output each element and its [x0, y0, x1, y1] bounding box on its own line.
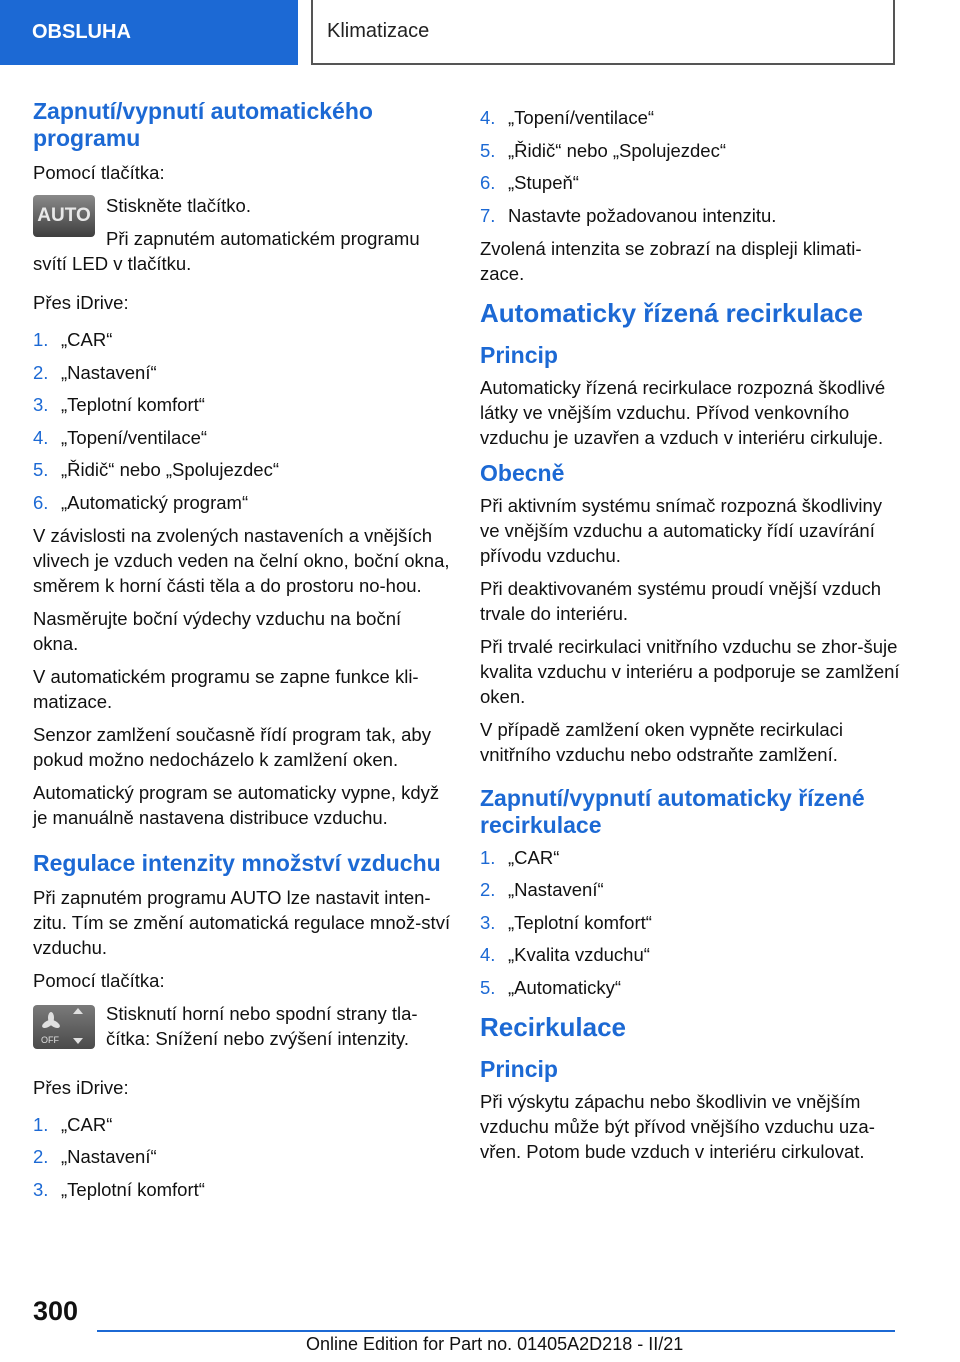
paragraph-side-vents: Nasměrujte boční výdechy vzduchu na boční okna.	[33, 607, 402, 654]
fan-button-text: Stisknutí horní nebo spodní strany tla-čítka: Snížení nebo zvýšení intenzity.	[106, 1002, 418, 1049]
paragraph-auto-off: Automatický program se automaticky vypne, když je manuálně nastavena distribuce vzduchu.	[33, 781, 440, 828]
fan-button-icon	[33, 1005, 95, 1049]
edition-text: Online Edition for Part no. 01405A2D218 - II/21	[306, 1334, 684, 1354]
heading-auto-program: Zapnutí/vypnutí automatického programu	[33, 98, 373, 151]
left-column	[33, 98, 451, 1210]
right-column	[480, 105, 900, 1172]
idrive-label-1: Přes iDrive:	[33, 292, 129, 313]
auto-button-label: AUTO	[37, 205, 91, 226]
steps-list-3	[480, 845, 900, 1000]
list-item: 6. „Automatický program“	[33, 491, 249, 513]
auto-led-text-1: Při zapnutém automatickém programu	[106, 228, 420, 249]
auto-button-block	[33, 193, 451, 276]
list-item: 1. „CAR“	[480, 846, 560, 868]
list-item: 3. „Teplotní komfort“	[33, 394, 205, 415]
heading-recirc-onoff: Zapnutí/vypnutí automaticky řízené recirkulace	[480, 784, 865, 838]
list-item: 6. „Stupeň“	[480, 172, 579, 193]
list-item: 7. Nastavte požadovanou intenzitu.	[480, 204, 777, 226]
heading-auto-recirculation: Automaticky řízená recirkulace	[480, 297, 863, 328]
heading-air-intensity: Regulace intenzity množství vzduchu	[33, 849, 441, 876]
paragraph-general-2: Při deaktivovaném systému proudí vnější vzduch trvale do interiéru.	[480, 577, 882, 624]
paragraph-principle-2: Při výskytu zápachu nebo škodlivin ve vnějším vzduchu může být přívod vnějšího vzduchu uza-vřen. Potom bude vzduch v interiéru cirkulovat.	[480, 1090, 875, 1162]
pomoci-label-1: Pomocí tlačítka:	[33, 162, 165, 183]
list-item: 4. „Topení/ventilace“	[33, 426, 208, 448]
paragraph-intensity-display: Zvolená intenzita se zobrazí na displeji klimati-zace.	[480, 237, 862, 284]
steps-list-continued	[480, 105, 900, 228]
paragraph-principle-1: Automaticky řízená recirkulace rozpozná škodlivé látky ve vnějším vzduchu. Přívod venkovního vzduchu je uzavřen a vzduch v interiéru cirkuluje.	[480, 376, 886, 448]
auto-led-text-2: svítí LED v tlačítku.	[33, 253, 192, 274]
paragraph-fog-sensor: Senzor zamlžení současně řídí program tak, aby pokud možno nedocházelo k zamlžení oken.	[33, 723, 431, 770]
paragraph-ac-function: V automatickém programu se zapne funkce kli-matizace.	[33, 665, 419, 712]
list-item: 1. „CAR“	[33, 1113, 113, 1135]
paragraph-general-3: Při trvalé recirkulaci vnitřního vzduchu se zhor-šuje kvalita vzduchu v interiéru a podporuje se zamlžení oken.	[480, 635, 900, 707]
paragraph-air-distribution: V závislosti na zvolených nastaveních a vnějších vlivech je vzduch veden na čelní okno, boční okna, směrem k horní části těla a do prostoru no-hou.	[33, 524, 450, 596]
fan-icon	[33, 1005, 95, 1049]
list-item: 5. „Řidič“ nebo „Spolujezdec“	[33, 459, 279, 480]
section-tab	[0, 0, 298, 65]
steps-list-2	[33, 1112, 451, 1202]
list-item: 3. „Teplotní komfort“	[33, 1178, 205, 1200]
fan-off-label: OFF	[41, 1034, 59, 1045]
paragraph-general-1: Při aktivním systému snímač rozpozná škodliviny ve vnějším vzduchu a automaticky řídí uzavírání přívodu vzduchu.	[480, 494, 882, 566]
list-item: 4. „Topení/ventilace“	[480, 107, 655, 128]
list-item: 2. „Nastavení“	[33, 1146, 157, 1167]
chapter-tab	[311, 0, 895, 65]
heading-general: Obecně	[480, 459, 565, 486]
list-item: 5. „Řidič“ nebo „Spolujezdec“	[480, 139, 726, 161]
heading-recirculation: Recirkulace	[480, 1011, 626, 1042]
list-item: 4. „Kvalita vzduchu“	[480, 944, 650, 965]
list-item: 1. „CAR“	[33, 329, 113, 350]
steps-list-1	[33, 327, 451, 515]
section-title: OBSLUHA	[32, 21, 131, 43]
heading-principle-1: Princip	[480, 341, 558, 368]
chapter-title: Klimatizace	[327, 20, 430, 42]
auto-press-text: Stiskněte tlačítko.	[106, 195, 251, 216]
list-item: 2. „Nastavení“	[33, 361, 157, 383]
list-item: 5. „Automaticky“	[480, 976, 622, 998]
pomoci-label-2: Pomocí tlačítka:	[33, 969, 165, 991]
paragraph-general-4: V případě zamlžení oken vypněte recirkulaci vnitřního vzduchu nebo odstraňte zamlžení.	[480, 718, 843, 765]
fan-button-block	[33, 1001, 451, 1061]
auto-button-icon	[33, 195, 95, 237]
heading-principle-2: Princip	[480, 1055, 558, 1082]
page-number: 300	[33, 1296, 79, 1326]
list-item: 2. „Nastavení“	[480, 879, 604, 900]
paragraph-intensity: Při zapnutém programu AUTO lze nastavit inten-zitu. Tím se změní automatická regulace množ-ství vzduchu.	[33, 886, 451, 958]
list-item: 3. „Teplotní komfort“	[480, 911, 652, 933]
idrive-label-2: Přes iDrive:	[33, 1076, 129, 1098]
footer-divider	[97, 1330, 895, 1332]
